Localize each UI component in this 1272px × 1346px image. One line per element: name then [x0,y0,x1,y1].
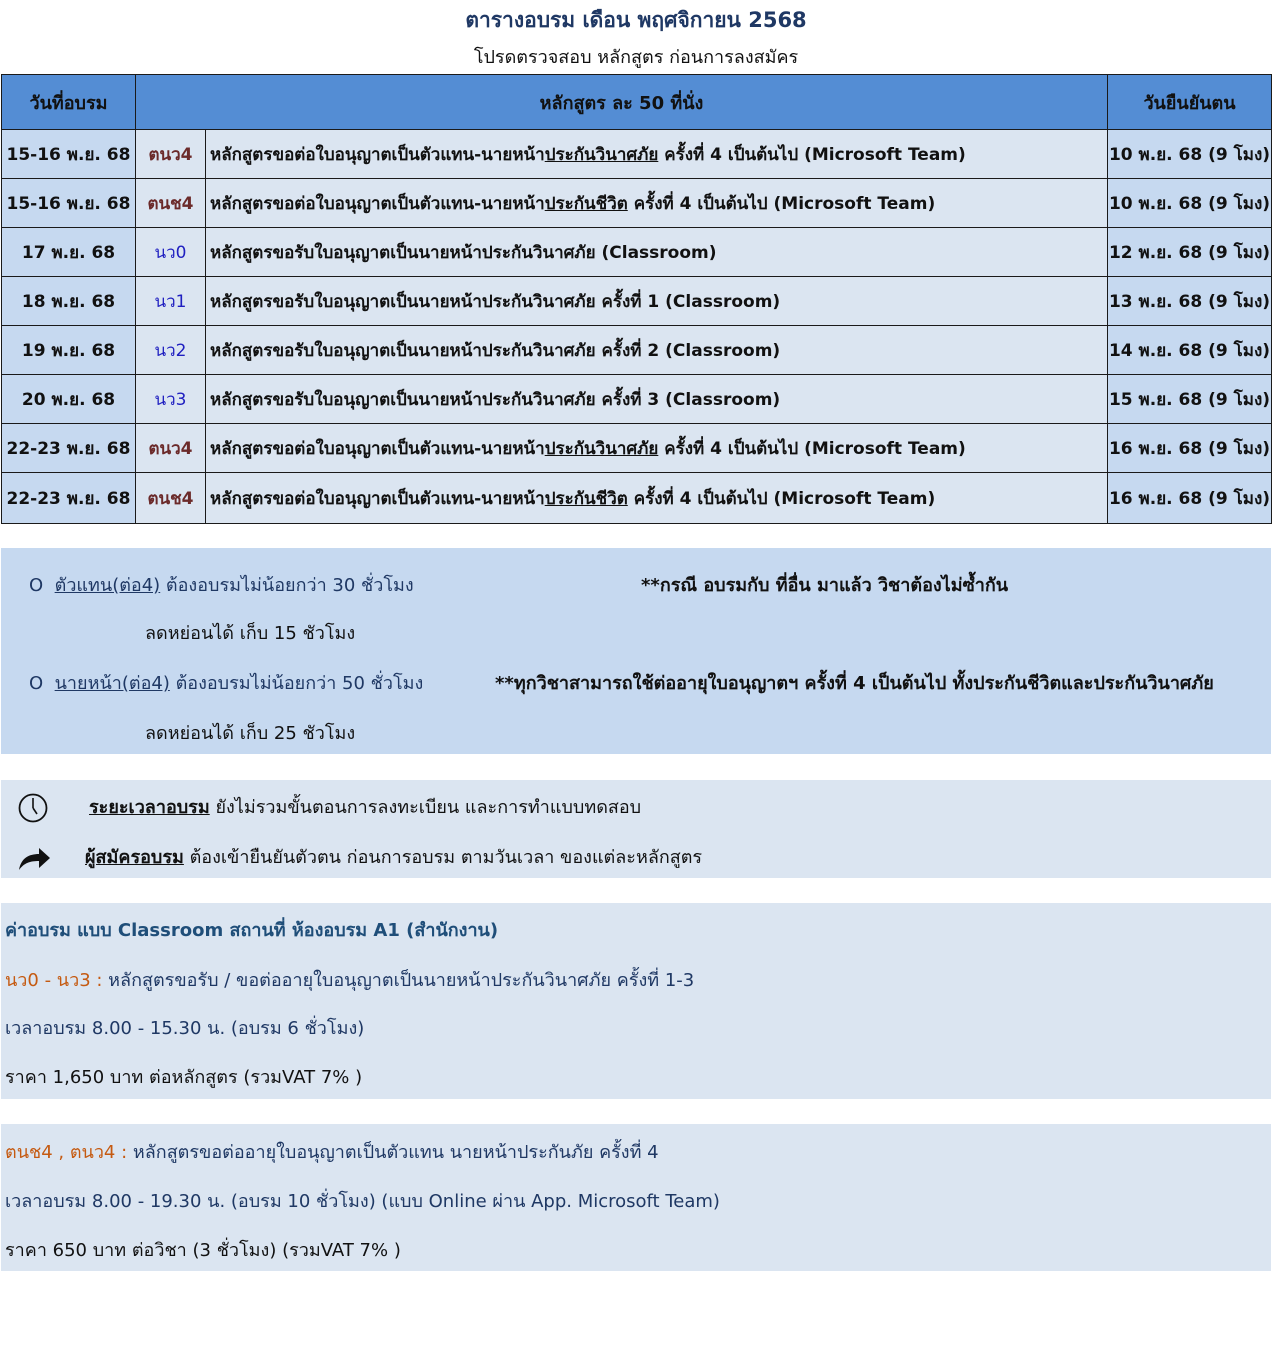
broker-text: ต้องอบรมไม่น้อยกว่า 50 ชั่วโมง [169,673,424,694]
broker-requirement [29,668,423,697]
column-header-course: หลักสูตร ละ 50 ที่นั่ง [136,75,1108,130]
broker-label: นายหน้า(ต่อ4) [54,673,170,694]
cell-date: 15-16 พ.ย. 68 [2,130,136,179]
cell-confirm-date: 16 พ.ย. 68 (9 โมง) [1108,473,1272,524]
applicant-label: ผู้สมัครอบรม [85,847,184,868]
course-suffix: ครั้งที่ 4 เป็นต้นไป (Microsoft Team) [627,193,936,214]
course-insurance-type: ประกันชีวิต [544,488,628,509]
cell-course [206,424,1108,473]
cell-course [206,375,1108,424]
classroom-info-box [1,903,1271,1099]
cell-course [206,277,1108,326]
cell-date: 17 พ.ย. 68 [2,228,136,277]
cell-code: ตนช4 [136,179,206,228]
note-all-subjects: **ทุกวิชาสามารถใช้ต่ออายุใบอนุญาตฯ ครั้งที่ 4 เป็นต้นไป ทั้งประกันชีวิตและประกันวินาศภัย [495,673,1214,694]
cell-code: ตนว4 [136,424,206,473]
duration-label: ระยะเวลาอบรม [89,797,210,818]
course-prefix: หลักสูตรขอรับใบอนุญาตเป็นนายหน้าประกันวินาศภัย ครั้งที่ 2 (Classroom) [210,340,781,361]
requirements-box [1,548,1271,754]
note-no-duplicate: **กรณี อบรมกับ ที่อื่น มาแล้ว วิชาต้องไม่ซ้ำกัน [641,575,1009,596]
course-prefix: หลักสูตรขอรับใบอนุญาตเป็นนายหน้าประกันวินาศภัย ครั้งที่ 1 (Classroom) [210,291,781,312]
cell-code: นว0 [136,228,206,277]
agent-label: ตัวแทน(ต่อ4) [54,575,161,596]
cell-date: 18 พ.ย. 68 [2,277,136,326]
agent-text: ต้องอบรมไม่น้อยกว่า 30 ชั่วโมง [160,575,414,596]
cell-code: ตนช4 [136,473,206,524]
cell-code: นว2 [136,326,206,375]
cell-confirm-date: 10 พ.ย. 68 (9 โมง) [1108,179,1272,228]
course-suffix: ครั้งที่ 4 เป็นต้นไป (Microsoft Team) [627,488,936,509]
notices-box [1,780,1271,878]
cell-confirm-date: 14 พ.ย. 68 (9 โมง) [1108,326,1272,375]
course-prefix: หลักสูตรขอรับใบอนุญาตเป็นนายหน้าประกันวินาศภัย ครั้งที่ 3 (Classroom) [210,389,781,410]
schedule-table [1,74,1272,524]
cell-date: 20 พ.ย. 68 [2,375,136,424]
duration-text: ยังไม่รวมขั้นตอนการลงทะเบียน และการทำแบบทดสอบ [209,797,642,818]
cell-code: นว1 [136,277,206,326]
course-insurance-type: ประกันวินาศภัย [544,438,659,459]
cell-course [206,326,1108,375]
classroom-codes-line [5,965,694,994]
cell-code: ตนว4 [136,130,206,179]
online-codes: ตนช4 , ตนว4 : [5,1142,128,1163]
course-prefix: หลักสูตรขอรับใบอนุญาตเป็นนายหน้าประกันวินาศภัย (Classroom) [210,242,717,263]
bullet: O [29,575,44,596]
cell-date: 19 พ.ย. 68 [2,326,136,375]
classroom-time: เวลาอบรม 8.00 - 15.30 น. (อบรม 6 ชั่วโมง) [5,1018,365,1039]
cell-confirm-date: 15 พ.ย. 68 (9 โมง) [1108,375,1272,424]
bullet: O [29,673,44,694]
table-row [2,179,1272,228]
table-row [2,424,1272,473]
cell-course [206,228,1108,277]
page-subtitle: โปรดตรวจสอบ หลักสูตร ก่อนการลงสมัคร [473,47,799,68]
course-suffix: ครั้งที่ 4 เป็นต้นไป (Microsoft Team) [658,438,966,459]
table-row [2,326,1272,375]
online-codes-line [5,1137,659,1166]
page-title: ตารางอบรม เดือน พฤศจิกายน 2568 [465,8,807,32]
cell-confirm-date: 13 พ.ย. 68 (9 โมง) [1108,277,1272,326]
classroom-codes: นว0 - นว3 : [5,970,103,991]
table-header-row [2,75,1272,130]
course-prefix: หลักสูตรขอต่อใบอนุญาตเป็นตัวแทน-นายหน้า [210,488,545,509]
cell-course [206,473,1108,524]
table-row [2,277,1272,326]
column-header-date: วันที่อบรม [2,75,136,130]
duration-notice [1,792,1271,821]
cell-date: 22-23 พ.ย. 68 [2,473,136,524]
course-prefix: หลักสูตรขอต่อใบอนุญาตเป็นตัวแทน-นายหน้า [210,193,545,214]
course-insurance-type: ประกันวินาศภัย [544,144,659,165]
classroom-desc: หลักสูตรขอรับ / ขอต่ออายุใบอนุญาตเป็นนายหน้าประกันวินาศภัย ครั้งที่ 1-3 [102,970,695,991]
agent-requirement [29,570,414,599]
table-row [2,375,1272,424]
cell-date: 22-23 พ.ย. 68 [2,424,136,473]
online-time: เวลาอบรม 8.00 - 19.30 น. (อบรม 10 ชั่วโมง) (แบบ Online ผ่าน App. Microsoft Team) [5,1191,720,1212]
classroom-heading: ค่าอบรม แบบ Classroom สถานที่ ห้องอบรม A1 (สำนักงาน) [5,920,499,941]
cell-code: นว3 [136,375,206,424]
column-header-confirm: วันยืนยันตน [1108,75,1272,130]
cell-course [206,130,1108,179]
broker-reduce: ลดหย่อนได้ เก็บ 25 ชัวโมง [145,723,356,744]
cell-course [206,179,1108,228]
table-row [2,473,1272,524]
online-price: ราคา 650 บาท ต่อวิชา (3 ชั่วโมง) (รวมVAT 7% ) [5,1240,401,1261]
online-desc: หลักสูตรขอต่ออายุใบอนุญาตเป็นตัวแทน นายหน้าประกันภัย ครั้งที่ 4 [127,1142,659,1163]
classroom-price: ราคา 1,650 บาท ต่อหลักสูตร (รวมVAT 7% ) [5,1067,363,1088]
cell-confirm-date: 16 พ.ย. 68 (9 โมง) [1108,424,1272,473]
applicant-text: ต้องเข้ายืนยันตัวตน ก่อนการอบรม ตามวันเวลา ของแต่ละหลักสูตร [183,847,703,868]
course-prefix: หลักสูตรขอต่อใบอนุญาตเป็นตัวแทน-นายหน้า [210,438,545,459]
online-info-box [1,1124,1271,1271]
applicant-notice [1,842,1271,871]
course-prefix: หลักสูตรขอต่อใบอนุญาตเป็นตัวแทน-นายหน้า [210,144,545,165]
table-row [2,130,1272,179]
course-insurance-type: ประกันชีวิต [544,193,628,214]
course-suffix: ครั้งที่ 4 เป็นต้นไป (Microsoft Team) [658,144,966,165]
agent-reduce: ลดหย่อนได้ เก็บ 15 ชัวโมง [145,623,356,644]
table-row [2,228,1272,277]
cell-confirm-date: 12 พ.ย. 68 (9 โมง) [1108,228,1272,277]
cell-confirm-date: 10 พ.ย. 68 (9 โมง) [1108,130,1272,179]
cell-date: 15-16 พ.ย. 68 [2,179,136,228]
